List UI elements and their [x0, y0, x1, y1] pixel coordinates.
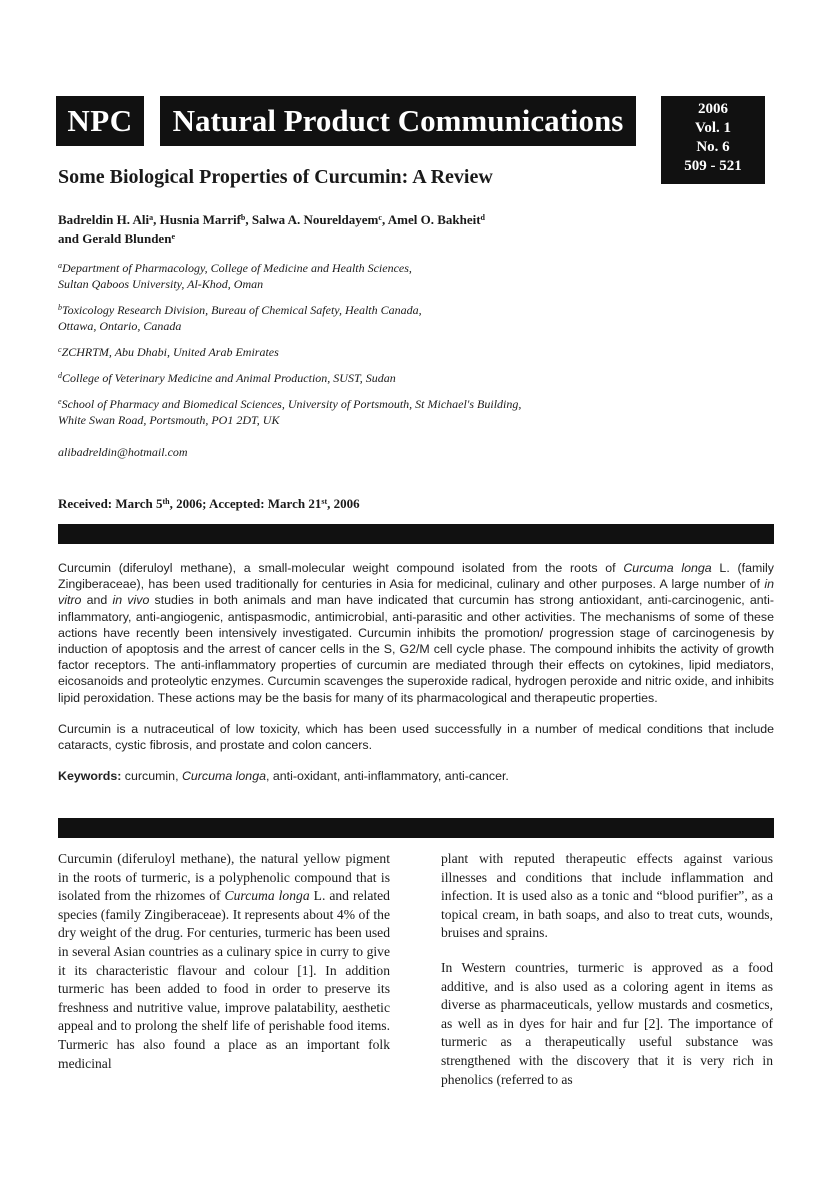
affiliation-line: Sultan Qaboos University, Al-Khod, Oman	[58, 277, 264, 291]
abstract-paragraph: Curcumin is a nutraceutical of low toxicity, which has been used successfully in a number of medical conditions that include cataracts, cystic fibrosis, and prostate and colon cancers.	[58, 721, 774, 753]
affiliation-mark: a	[58, 261, 62, 270]
date-suffix: st	[321, 497, 328, 506]
keywords-text: , anti-oxidant, anti-inflammatory, anti-cancer.	[265, 769, 509, 784]
author-name: Gerald Blunden	[82, 231, 172, 246]
body-divider-bar	[58, 818, 774, 838]
body-text: Curcumin (diferuloyl methane), the natural yellow pigment in the roots of turmeric, is a polyphenolic compound that is isolated from the rhizomes of	[58, 851, 390, 904]
species-name: Curcuma longa	[623, 561, 712, 575]
author-affiliation-mark: d	[480, 213, 485, 222]
affiliation-line: Toxicology Research Division, Bureau of Chemical Safety, Health Canada,	[62, 303, 422, 317]
issue-pages: 509 - 521	[684, 158, 742, 174]
journal-name: Natural Product Communications	[172, 103, 624, 138]
affiliation-line: College of Veterinary Medicine and Animal Production, SUST, Sudan	[62, 371, 396, 385]
article-title: Some Biological Properties of Curcumin: A Review	[58, 166, 493, 188]
issue-volume: Vol. 1	[694, 120, 732, 136]
issue-year: 2006	[698, 101, 728, 117]
affiliation-mark: b	[58, 303, 62, 312]
affiliation-line: School of Pharmacy and Biomedical Sciences, University of Portsmouth, St Michael's Building,	[61, 397, 522, 411]
abstract	[58, 560, 774, 784]
species-name: Curcuma longa	[224, 888, 310, 904]
author-affiliation-mark: a	[149, 213, 154, 222]
received-date: Received: March 5	[58, 496, 163, 511]
author-separator: ,	[245, 212, 252, 227]
author-separator: ,	[153, 212, 160, 227]
keywords	[58, 768, 774, 784]
affiliation	[58, 370, 658, 386]
body-paragraph	[58, 850, 390, 1073]
affiliation	[58, 302, 658, 334]
body-column-right	[441, 850, 773, 1089]
author-separator: ,	[381, 212, 388, 227]
affiliation-line: Department of Pharmacology, College of Medicine and Health Sciences,	[62, 261, 412, 275]
author-separator: and	[58, 231, 83, 246]
author-affiliation-mark: c	[378, 213, 382, 222]
author-name: Amel O. Bakheit	[387, 212, 481, 227]
abstract-paragraph	[58, 560, 774, 706]
affiliation-mark: d	[58, 371, 62, 380]
abstract-text: L. (family Zingiberaceae), has been used traditionally for centuries in Asia for medicinal, culinary and other purposes. A large number of	[58, 561, 774, 592]
affiliation-mark: c	[58, 345, 62, 354]
author-name: Salwa A. Noureldayem	[251, 212, 379, 227]
affiliation-line: White Swan Road, Portsmouth, PO1 2DT, UK	[58, 413, 280, 427]
affiliation-mark: e	[58, 397, 62, 406]
author-affiliation-mark: e	[171, 232, 175, 241]
issue-number: No. 6	[696, 139, 730, 155]
accepted-date: , 2006; Accepted: March 21	[169, 496, 322, 511]
issue-info-box	[661, 96, 765, 184]
abstract-text: studies in both animals and man have indicated that curcumin has strong antioxidant, anti-carcinogenic, anti-inflammatory, anti-angiogenic, antispasmodic, antimicrobial, anti-parasitic and other activities. The mechanisms of some of these actions have recently been intensively investigated. Curcumin inhibits the promotion/ progression stage of carcinogenesis by induction of apoptosis and the arrest of cancer cells in the S, G2/M cell cycle phase. The compound inhibits the activity of growth factor receptors. The anti-inflammatory properties of curcumin are mediated through their effects on cytokines, lipid mediators, eicosanoids and proteolytic enzymes. Curcumin scavenges the superoxide radical, hydrogen peroxide and nitric oxide, and inhibits lipid peroxidation. These actions may be the basis for many of its pharmacological and therapeutic properties.	[58, 593, 774, 705]
body-column-left	[58, 850, 390, 1073]
affiliation	[58, 396, 658, 428]
body-text: L. and related species (family Zingiberaceae). It represents about 4% of the dry weight of the drug. For centuries, turmeric has been used in several Asian countries as a culinary spice in curry to give it its characteristic flavour and colour [1]. In addition turmeric has been added to food in order to preserve its freshness and nutritive value, improve palatability, aesthetic appeal and to prolong the shelf life of perishable food items. Turmeric has also found a place as an important folk medicinal	[58, 888, 390, 1071]
italic-term: in vitro	[58, 577, 774, 608]
date-suffix: th	[162, 497, 170, 506]
author-affiliation-mark: b	[240, 213, 246, 222]
affiliation	[58, 260, 658, 292]
affiliation	[58, 344, 658, 360]
journal-name-box	[160, 96, 636, 146]
abstract-divider-bar	[58, 524, 774, 544]
body-paragraph: In Western countries, turmeric is approved as a food additive, and is also used as a coloring agent in items as diverse as pharmaceuticals, yellow mustards and cosmetics, as well as in dyes for hair and fur [2]. The importance of turmeric as a therapeutically useful substance was strengthened with the discovery that it is very rich in phenolics (referred to as	[441, 959, 773, 1087]
author-name: Husnia Marrif	[159, 212, 241, 227]
journal-abbrev: NPC	[67, 103, 133, 138]
affiliation-line: Ottawa, Ontario, Canada	[58, 319, 182, 333]
keywords-label: Keywords:	[58, 769, 122, 784]
affiliation-line: ZCHRTM, Abu Dhabi, United Arab Emirates	[61, 345, 279, 359]
author-list	[58, 210, 618, 248]
abstract-text: and	[81, 593, 113, 608]
keywords-text: curcumin,	[121, 769, 182, 784]
author-name: Badreldin H. Ali	[58, 212, 150, 227]
contact-email[interactable]: alibadreldin@hotmail.com	[58, 445, 188, 459]
body-paragraph: plant with reputed therapeutic effects against various illnesses and conditions that include inflammation and infection. It is used also as a tonic and “blood purifier”, as a topical cream, in bath soaps, and also to treat cuts, wounds, bruises and sprains.	[441, 851, 773, 941]
species-name: Curcuma longa	[181, 769, 266, 784]
received-accepted-dates	[58, 496, 360, 512]
journal-abbrev-box	[56, 96, 144, 146]
abstract-text: Curcumin (diferuloyl methane), a small-molecular weight compound isolated from the roots of	[58, 561, 624, 575]
accepted-year: , 2006	[327, 496, 360, 511]
italic-term: in vivo	[112, 593, 150, 608]
